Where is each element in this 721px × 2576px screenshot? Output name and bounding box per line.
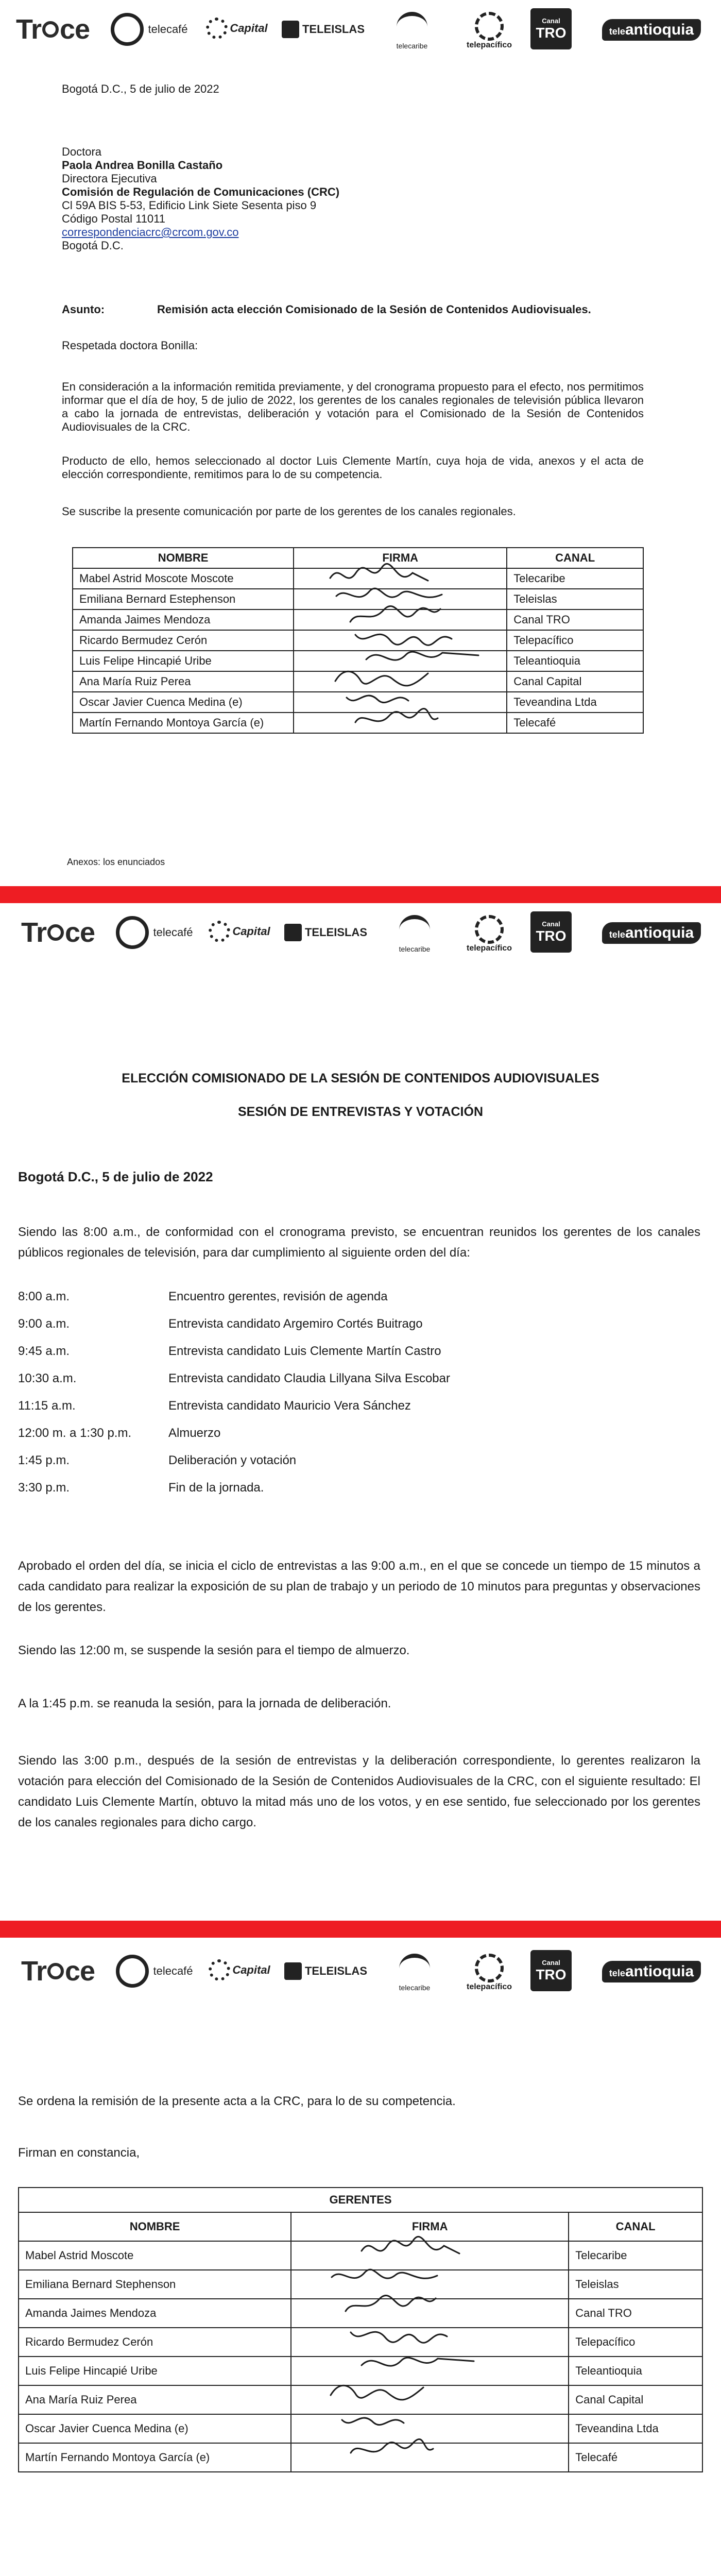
- agenda-item: 1:45 p.m. Deliberación y votación: [18, 1453, 297, 1467]
- agenda-item: 11:15 a.m. Entrevista candidato Mauricio Vera Sánchez: [18, 1399, 411, 1413]
- signature-stroke: [362, 2358, 474, 2366]
- signature-scribble: [337, 2409, 471, 2439]
- cell-canal: Teleantioquia: [569, 2357, 702, 2385]
- signature-stroke: [362, 2236, 459, 2253]
- page-signatures: [0, 1938, 721, 2576]
- recipient-name: Paola Andrea Bonilla Castaño: [62, 159, 223, 172]
- letter-paragraph-2: Producto de ello, hemos seleccionado al doctor Luis Clemente Martín, cuya hoja de vida, anexos y el acta de elección correspondiente, remitimos para lo de su competencia.: [62, 454, 644, 481]
- logo-telepacifico: telepacífico: [456, 1948, 523, 1997]
- logo-telecafe: telecafé: [103, 6, 196, 53]
- logo-strip: [0, 909, 721, 958]
- cell-canal: Canal TRO: [569, 2299, 702, 2328]
- signature-scribble: [350, 707, 484, 738]
- cell-nombre: Ana María Ruiz Perea: [73, 671, 294, 692]
- table-title-row: [19, 2188, 702, 2212]
- table-row: [73, 630, 643, 651]
- closing-line-1: Se ordena la remisión de la presente acta a la CRC, para lo de su competencia.: [18, 2094, 456, 2108]
- recipient-salutation: Doctora: [62, 145, 102, 158]
- cell-canal: Teleislas: [569, 2270, 702, 2299]
- subject-text: Remisión acta elección Comisionado de la Sesión de Contenidos Audiovisuales.: [157, 303, 591, 316]
- cell-nombre: Mabel Astrid Moscote: [19, 2241, 291, 2270]
- acta-date: Bogotá D.C., 5 de julio de 2022: [18, 1169, 213, 1184]
- acta-paragraph-3: A la 1:45 p.m. se reanuda la sesión, para la jornada de deliberación.: [18, 1697, 391, 1710]
- agenda-item: 10:30 a.m. Entrevista candidato Claudia Lillyana Silva Escobar: [18, 1371, 450, 1385]
- table-row: [73, 713, 643, 733]
- logo-teleislas: TELEISLAS: [281, 1953, 371, 1989]
- logo-telecafe: telecafé: [108, 1948, 201, 1994]
- letter-signature-table: [72, 547, 644, 734]
- cell-nombre: Ricardo Bermudez Cerón: [19, 2328, 291, 2357]
- table-title: GERENTES: [19, 2188, 702, 2212]
- cell-nombre: Ricardo Bermudez Cerón: [73, 630, 294, 651]
- cell-canal: Canal Capital: [569, 2385, 702, 2414]
- logo-canal-tro: Canal TRO: [530, 8, 572, 49]
- cell-nombre: Oscar Javier Cuenca Medina (e): [19, 2414, 291, 2443]
- table-row: [19, 2443, 702, 2472]
- cell-nombre: Oscar Javier Cuenca Medina (e): [73, 692, 294, 713]
- closing-signature-table: [18, 2187, 703, 2472]
- recipient-city: Bogotá D.C.: [62, 239, 124, 252]
- cell-firma: [294, 713, 507, 733]
- cell-nombre: Ana María Ruiz Perea: [19, 2385, 291, 2414]
- cell-nombre: Amanda Jaimes Mendoza: [73, 609, 294, 630]
- header-firma: FIRMA: [294, 548, 507, 568]
- signature-stroke: [350, 606, 440, 622]
- logo-telepacifico: telepacífico: [456, 909, 523, 958]
- page-separator: [0, 886, 721, 903]
- cell-nombre: Amanda Jaimes Mendoza: [19, 2299, 291, 2328]
- logo-teleislas: TELEISLAS: [278, 11, 368, 47]
- cell-firma: [291, 2443, 569, 2472]
- acta-title: ELECCIÓN COMISIONADO DE LA SESIÓN DE CONTENIDOS AUDIOVISUALES: [122, 1071, 599, 1086]
- cell-canal: Telepacífico: [507, 630, 643, 651]
- cell-canal: Teleantioquia: [507, 651, 643, 671]
- cell-nombre: Martín Fernando Montoya García (e): [73, 713, 294, 733]
- signature-stroke: [355, 634, 452, 645]
- cell-canal: Telepacífico: [569, 2328, 702, 2357]
- cell-canal: Telecafé: [507, 713, 643, 733]
- cell-nombre: Luis Felipe Hincapié Uribe: [73, 651, 294, 671]
- logo-telecaribe: telecaribe: [381, 6, 443, 55]
- letter-paragraph-3: Se suscribe la presente comunicación por parte de los gerentes de los canales regionales.: [62, 505, 516, 518]
- cell-nombre: Martín Fernando Montoya García (e): [19, 2443, 291, 2472]
- signature-scribble: [328, 2380, 462, 2411]
- recipient-address: Cl 59A BIS 5-53, Edificio Link Siete Sesenta piso 9: [62, 199, 317, 212]
- signature-stroke: [335, 671, 428, 686]
- logo-trece: Tr ce: [15, 14, 90, 45]
- logo-strip: [0, 1948, 721, 1997]
- letter-annexes: Anexos: los enunciados: [67, 857, 165, 867]
- signature-stroke: [342, 2418, 404, 2425]
- cell-canal: Teleislas: [507, 589, 643, 609]
- agenda-item: 9:00 a.m. Entrevista candidato Argemiro Cortés Buitrago: [18, 1317, 423, 1331]
- signature-stroke: [332, 2269, 437, 2278]
- agenda-item: 9:45 a.m. Entrevista candidato Luis Clemente Martín Castro: [18, 1344, 441, 1358]
- acta-paragraph-1: Aprobado el orden del día, se inicia el ciclo de entrevistas a las 9:00 a.m., en el que se concede un tiempo de 15 minutos a cada candidato para realizar la exposición de su plan de trabajo y un periodo de 10 minutos para preguntas y observaciones de los gerentes.: [18, 1559, 700, 1614]
- acta-intro: Siendo las 8:00 a.m., de conformidad con el cronograma previsto, se encuentran reunidos los gerentes de los canales públicos regionales de televisión, para dar cumplimiento al siguiente orden del día:: [18, 1225, 700, 1260]
- recipient-email-link[interactable]: correspondenciacrc@crcom.gov.co: [62, 226, 239, 239]
- signature-scribble: [355, 2351, 489, 2382]
- subject-label: Asunto:: [62, 303, 105, 316]
- logo-telecaribe: telecaribe: [384, 1948, 445, 1997]
- recipient-organization: Comisión de Regulación de Comunicaciones (CRC): [62, 185, 340, 198]
- acta-subtitle: SESIÓN DE ENTREVISTAS Y VOTACIÓN: [237, 1105, 483, 1119]
- logo-capital: Capital: [203, 913, 276, 950]
- signature-stroke: [331, 2385, 423, 2400]
- logo-trece: Tr ce: [21, 1956, 95, 1987]
- logo-teleantioquia: teleantioquia: [590, 15, 713, 44]
- header-nombre: NOMBRE: [73, 548, 294, 568]
- logo-trece: Tr ce: [21, 917, 95, 948]
- agenda-item: 3:30 p.m. Fin de la jornada.: [18, 1481, 264, 1495]
- page-letter: [0, 0, 721, 886]
- logo-capital: Capital: [203, 1952, 276, 1988]
- signature-stroke: [351, 2332, 447, 2343]
- cell-canal: Teveandina Ltda: [569, 2414, 702, 2443]
- header-firma: FIRMA: [291, 2212, 569, 2241]
- signature-scribble: [347, 2322, 480, 2353]
- logo-telecafe: telecafé: [108, 909, 201, 956]
- signature-stroke: [346, 2295, 436, 2311]
- logo-telepacifico: telepacífico: [456, 6, 523, 55]
- logo-teleantioquia: teleantioquia: [590, 1957, 713, 1986]
- logo-canal-tro: Canal TRO: [530, 911, 572, 953]
- acta-paragraph-4: Siendo las 3:00 p.m., después de la sesión de entrevistas y la deliberación correspondiente, lo gerentes realizaron la votación para elección del Comisionado de la Sesión de Contenidos Audiovisuales de la CRC, con el siguiente resultado: El candidato Luis Clemente Martín, obtuvo la mitad más uno de los votos, y en ese sentido, fue seleccionado por los gerentes de los canales regionales para dicho cargo.: [18, 1754, 700, 1829]
- agenda-item: 8:00 a.m. Encuentro gerentes, revisión de agenda: [18, 1290, 388, 1303]
- signature-stroke: [366, 652, 478, 660]
- signature-scribble: [356, 2235, 490, 2266]
- signature-stroke: [351, 2439, 433, 2453]
- logo-telecaribe: telecaribe: [384, 909, 445, 958]
- cell-canal: Telecafé: [569, 2443, 702, 2472]
- signature-scribble: [329, 2264, 463, 2295]
- agenda-item: 12:00 m. a 1:30 p.m. Almuerzo: [18, 1426, 221, 1440]
- logo-teleantioquia: teleantioquia: [590, 919, 713, 947]
- logo-teleislas: TELEISLAS: [281, 914, 371, 951]
- recipient-title: Directora Ejecutiva: [62, 172, 157, 185]
- recipient-postal-code: Código Postal 11011: [62, 212, 165, 225]
- cell-nombre: Emiliana Bernard Stephenson: [19, 2270, 291, 2299]
- header-canal: CANAL: [569, 2212, 702, 2241]
- logo-capital: Capital: [201, 10, 273, 46]
- cell-canal: Telecaribe: [569, 2241, 702, 2270]
- letter-date: Bogotá D.C., 5 de julio de 2022: [62, 82, 219, 95]
- closing-line-2: Firman en constancia,: [18, 2146, 140, 2160]
- page-acta: [0, 903, 721, 1921]
- letter-paragraph-1: En consideración a la información remitida previamente, y del cronograma propuesto para el efecto, nos permitimos informar que el día de hoy, 5 de julio de 2022, los gerentes de los canales regionales de televisión pública llevaron a cabo la jornada de entrevistas, deliberación y votación para el Comisionado de la Sesión de Contenidos Audiovisuales de la CRC.: [62, 380, 644, 433]
- acta-paragraph-2: Siendo las 12:00 m, se suspende la sesión para el tiempo de almuerzo.: [18, 1643, 410, 1657]
- page-separator: [0, 1921, 721, 1938]
- signature-stroke: [330, 564, 428, 581]
- logo-canal-tro: Canal TRO: [530, 1950, 572, 1991]
- cell-nombre: Mabel Astrid Moscote Moscote: [73, 568, 294, 589]
- signature-scribble: [338, 2293, 472, 2324]
- cell-canal: Teveandina Ltda: [507, 692, 643, 713]
- signature-stroke: [347, 696, 408, 703]
- cell-canal: Canal TRO: [507, 609, 643, 630]
- cell-nombre: Luis Felipe Hincapié Uribe: [19, 2357, 291, 2385]
- letter-greeting: Respetada doctora Bonilla:: [62, 339, 198, 352]
- cell-nombre: Emiliana Bernard Estephenson: [73, 589, 294, 609]
- signature-stroke: [336, 588, 442, 597]
- signature-scribble: [346, 2437, 479, 2468]
- cell-canal: Telecaribe: [507, 568, 643, 589]
- header-canal: CANAL: [507, 548, 643, 568]
- cell-canal: Canal Capital: [507, 671, 643, 692]
- agenda-list: [18, 1283, 450, 1501]
- signature-stroke: [355, 708, 438, 722]
- logo-strip: [0, 6, 721, 55]
- header-nombre: NOMBRE: [19, 2212, 291, 2241]
